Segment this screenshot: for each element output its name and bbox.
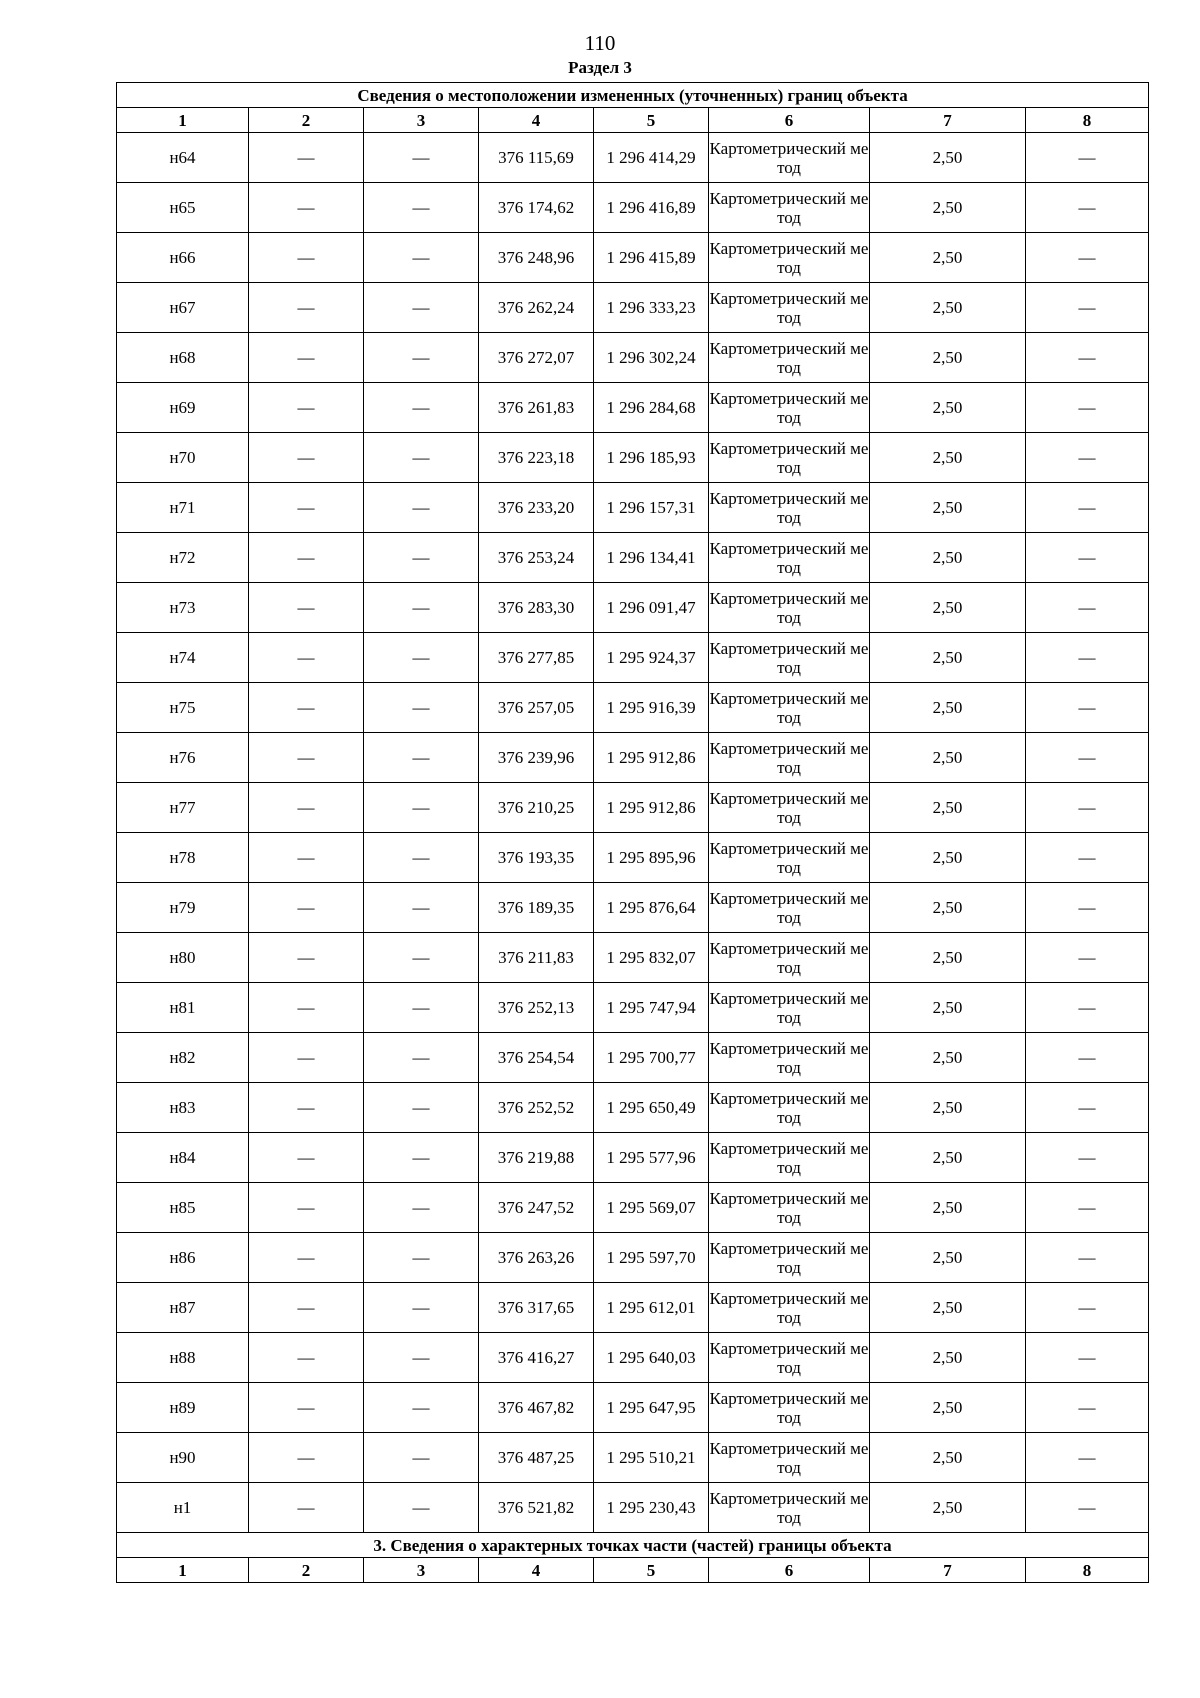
method-cell: Картометрический метод <box>709 1283 870 1333</box>
point-name-cell: н67 <box>117 283 249 333</box>
x-coordinate-cell: 376 252,52 <box>479 1083 594 1133</box>
table-title-row <box>117 83 1149 108</box>
method-cell: Картометрический метод <box>709 1133 870 1183</box>
empty-dash-cell: — <box>364 983 479 1033</box>
accuracy-cell: 2,50 <box>870 983 1026 1033</box>
x-coordinate-cell: 376 248,96 <box>479 233 594 283</box>
empty-dash-cell: — <box>364 933 479 983</box>
empty-dash-cell: — <box>249 883 364 933</box>
table-row <box>117 633 1149 683</box>
empty-dash-cell: — <box>364 233 479 283</box>
y-coordinate-cell: 1 296 134,41 <box>594 533 709 583</box>
empty-dash-cell: — <box>364 1083 479 1133</box>
method-cell: Картометрический метод <box>709 733 870 783</box>
x-coordinate-cell: 376 467,82 <box>479 1383 594 1433</box>
empty-dash-cell: — <box>249 183 364 233</box>
empty-dash-cell: — <box>364 1383 479 1433</box>
empty-dash-cell: — <box>1026 533 1149 583</box>
x-coordinate-cell: 376 211,83 <box>479 933 594 983</box>
accuracy-cell: 2,50 <box>870 1183 1026 1233</box>
column-header: 5 <box>594 1558 709 1583</box>
empty-dash-cell: — <box>1026 433 1149 483</box>
x-coordinate-cell: 376 283,30 <box>479 583 594 633</box>
x-coordinate-cell: 376 416,27 <box>479 1333 594 1383</box>
table-row <box>117 383 1149 433</box>
point-name-cell: н83 <box>117 1083 249 1133</box>
accuracy-cell: 2,50 <box>870 483 1026 533</box>
empty-dash-cell: — <box>1026 1333 1149 1383</box>
y-coordinate-cell: 1 295 569,07 <box>594 1183 709 1233</box>
empty-dash-cell: — <box>1026 883 1149 933</box>
empty-dash-cell: — <box>1026 1433 1149 1483</box>
accuracy-cell: 2,50 <box>870 933 1026 983</box>
x-coordinate-cell: 376 223,18 <box>479 433 594 483</box>
y-coordinate-cell: 1 295 230,43 <box>594 1483 709 1533</box>
empty-dash-cell: — <box>1026 1183 1149 1233</box>
accuracy-cell: 2,50 <box>870 833 1026 883</box>
accuracy-cell: 2,50 <box>870 533 1026 583</box>
empty-dash-cell: — <box>1026 983 1149 1033</box>
y-coordinate-cell: 1 295 597,70 <box>594 1233 709 1283</box>
empty-dash-cell: — <box>364 133 479 183</box>
point-name-cell: н69 <box>117 383 249 433</box>
table-row <box>117 333 1149 383</box>
column-header: 4 <box>479 1558 594 1583</box>
table-row <box>117 1433 1149 1483</box>
empty-dash-cell: — <box>249 483 364 533</box>
column-header: 2 <box>249 1558 364 1583</box>
empty-dash-cell: — <box>249 783 364 833</box>
method-cell: Картометрический метод <box>709 183 870 233</box>
column-header: 1 <box>117 108 249 133</box>
column-header: 2 <box>249 108 364 133</box>
method-cell: Картометрический метод <box>709 1483 870 1533</box>
y-coordinate-cell: 1 296 284,68 <box>594 383 709 433</box>
empty-dash-cell: — <box>364 483 479 533</box>
column-header: 6 <box>709 1558 870 1583</box>
method-cell: Картометрический метод <box>709 233 870 283</box>
table-row <box>117 1133 1149 1183</box>
method-cell: Картометрический метод <box>709 133 870 183</box>
empty-dash-cell: — <box>1026 833 1149 883</box>
empty-dash-cell: — <box>364 883 479 933</box>
method-cell: Картометрический метод <box>709 483 870 533</box>
boundary-coordinates-table <box>116 82 1149 1583</box>
empty-dash-cell: — <box>364 683 479 733</box>
y-coordinate-cell: 1 295 924,37 <box>594 633 709 683</box>
table-row <box>117 233 1149 283</box>
empty-dash-cell: — <box>249 383 364 433</box>
point-name-cell: н81 <box>117 983 249 1033</box>
empty-dash-cell: — <box>364 583 479 633</box>
method-cell: Картометрический метод <box>709 1183 870 1233</box>
y-coordinate-cell: 1 295 640,03 <box>594 1333 709 1383</box>
table-row <box>117 783 1149 833</box>
empty-dash-cell: — <box>1026 233 1149 283</box>
x-coordinate-cell: 376 210,25 <box>479 783 594 833</box>
y-coordinate-cell: 1 295 895,96 <box>594 833 709 883</box>
x-coordinate-cell: 376 189,35 <box>479 883 594 933</box>
empty-dash-cell: — <box>249 1233 364 1283</box>
accuracy-cell: 2,50 <box>870 1033 1026 1083</box>
y-coordinate-cell: 1 295 612,01 <box>594 1283 709 1333</box>
method-cell: Картометрический метод <box>709 533 870 583</box>
empty-dash-cell: — <box>249 283 364 333</box>
empty-dash-cell: — <box>364 1333 479 1383</box>
y-coordinate-cell: 1 296 091,47 <box>594 583 709 633</box>
table-row <box>117 1033 1149 1083</box>
empty-dash-cell: — <box>249 1183 364 1233</box>
accuracy-cell: 2,50 <box>870 683 1026 733</box>
empty-dash-cell: — <box>364 833 479 883</box>
method-cell: Картометрический метод <box>709 683 870 733</box>
empty-dash-cell: — <box>1026 383 1149 433</box>
y-coordinate-cell: 1 296 185,93 <box>594 433 709 483</box>
x-coordinate-cell: 376 521,82 <box>479 1483 594 1533</box>
accuracy-cell: 2,50 <box>870 1333 1026 1383</box>
empty-dash-cell: — <box>1026 283 1149 333</box>
empty-dash-cell: — <box>1026 933 1149 983</box>
accuracy-cell: 2,50 <box>870 733 1026 783</box>
empty-dash-cell: — <box>364 633 479 683</box>
point-name-cell: н75 <box>117 683 249 733</box>
x-coordinate-cell: 376 233,20 <box>479 483 594 533</box>
column-number-row <box>117 108 1149 133</box>
empty-dash-cell: — <box>1026 1133 1149 1183</box>
table-row <box>117 133 1149 183</box>
empty-dash-cell: — <box>249 1083 364 1133</box>
method-cell: Картометрический метод <box>709 833 870 883</box>
column-header: 3 <box>364 1558 479 1583</box>
x-coordinate-cell: 376 262,24 <box>479 283 594 333</box>
point-name-cell: н88 <box>117 1333 249 1383</box>
empty-dash-cell: — <box>364 1483 479 1533</box>
column-header: 3 <box>364 108 479 133</box>
table-row <box>117 283 1149 333</box>
x-coordinate-cell: 376 253,24 <box>479 533 594 583</box>
empty-dash-cell: — <box>249 133 364 183</box>
empty-dash-cell: — <box>1026 483 1149 533</box>
empty-dash-cell: — <box>1026 183 1149 233</box>
method-cell: Картометрический метод <box>709 1233 870 1283</box>
accuracy-cell: 2,50 <box>870 433 1026 483</box>
point-name-cell: н74 <box>117 633 249 683</box>
method-cell: Картометрический метод <box>709 933 870 983</box>
table-title: Сведения о местоположении измененных (уточненных) границ объекта <box>117 83 1149 108</box>
point-name-cell: н80 <box>117 933 249 983</box>
accuracy-cell: 2,50 <box>870 1483 1026 1533</box>
accuracy-cell: 2,50 <box>870 333 1026 383</box>
empty-dash-cell: — <box>249 1383 364 1433</box>
column-header: 7 <box>870 108 1026 133</box>
column-header: 8 <box>1026 1558 1149 1583</box>
table-row <box>117 1233 1149 1283</box>
x-coordinate-cell: 376 487,25 <box>479 1433 594 1483</box>
x-coordinate-cell: 376 247,52 <box>479 1183 594 1233</box>
y-coordinate-cell: 1 295 747,94 <box>594 983 709 1033</box>
empty-dash-cell: — <box>1026 1383 1149 1433</box>
point-name-cell: н76 <box>117 733 249 783</box>
y-coordinate-cell: 1 296 333,23 <box>594 283 709 333</box>
method-cell: Картометрический метод <box>709 883 870 933</box>
point-name-cell: н89 <box>117 1383 249 1433</box>
y-coordinate-cell: 1 296 414,29 <box>594 133 709 183</box>
table-row <box>117 433 1149 483</box>
point-name-cell: н1 <box>117 1483 249 1533</box>
table-row <box>117 833 1149 883</box>
part-column-number-row <box>117 1558 1149 1583</box>
accuracy-cell: 2,50 <box>870 633 1026 683</box>
y-coordinate-cell: 1 296 415,89 <box>594 233 709 283</box>
empty-dash-cell: — <box>364 283 479 333</box>
column-header: 4 <box>479 108 594 133</box>
x-coordinate-cell: 376 252,13 <box>479 983 594 1033</box>
method-cell: Картометрический метод <box>709 1383 870 1433</box>
empty-dash-cell: — <box>249 933 364 983</box>
empty-dash-cell: — <box>249 1133 364 1183</box>
empty-dash-cell: — <box>364 333 479 383</box>
column-header: 1 <box>117 1558 249 1583</box>
table-row <box>117 483 1149 533</box>
x-coordinate-cell: 376 272,07 <box>479 333 594 383</box>
point-name-cell: н84 <box>117 1133 249 1183</box>
x-coordinate-cell: 376 193,35 <box>479 833 594 883</box>
point-name-cell: н64 <box>117 133 249 183</box>
column-header: 7 <box>870 1558 1026 1583</box>
empty-dash-cell: — <box>364 733 479 783</box>
empty-dash-cell: — <box>1026 633 1149 683</box>
empty-dash-cell: — <box>249 583 364 633</box>
method-cell: Картометрический метод <box>709 1083 870 1133</box>
y-coordinate-cell: 1 295 912,86 <box>594 733 709 783</box>
empty-dash-cell: — <box>249 1333 364 1383</box>
section-title: Раздел 3 <box>568 58 632 77</box>
point-name-cell: н87 <box>117 1283 249 1333</box>
x-coordinate-cell: 376 277,85 <box>479 633 594 683</box>
point-name-cell: н70 <box>117 433 249 483</box>
accuracy-cell: 2,50 <box>870 1233 1026 1283</box>
page-number: 110 <box>584 31 616 55</box>
empty-dash-cell: — <box>249 233 364 283</box>
empty-dash-cell: — <box>364 433 479 483</box>
x-coordinate-cell: 376 317,65 <box>479 1283 594 1333</box>
table-row <box>117 683 1149 733</box>
table-row <box>117 733 1149 783</box>
empty-dash-cell: — <box>1026 783 1149 833</box>
empty-dash-cell: — <box>1026 333 1149 383</box>
method-cell: Картометрический метод <box>709 333 870 383</box>
empty-dash-cell: — <box>364 1283 479 1333</box>
accuracy-cell: 2,50 <box>870 1283 1026 1333</box>
table-row <box>117 883 1149 933</box>
x-coordinate-cell: 376 257,05 <box>479 683 594 733</box>
point-name-cell: н73 <box>117 583 249 633</box>
accuracy-cell: 2,50 <box>870 583 1026 633</box>
y-coordinate-cell: 1 295 700,77 <box>594 1033 709 1083</box>
y-coordinate-cell: 1 296 157,31 <box>594 483 709 533</box>
method-cell: Картометрический метод <box>709 433 870 483</box>
y-coordinate-cell: 1 295 912,86 <box>594 783 709 833</box>
method-cell: Картометрический метод <box>709 1333 870 1383</box>
table-row <box>117 1283 1149 1333</box>
method-cell: Картометрический метод <box>709 283 870 333</box>
empty-dash-cell: — <box>1026 1233 1149 1283</box>
y-coordinate-cell: 1 295 916,39 <box>594 683 709 733</box>
part-section-title: 3. Сведения о характерных точках части (частей) границы объекта <box>117 1533 1149 1558</box>
empty-dash-cell: — <box>249 333 364 383</box>
accuracy-cell: 2,50 <box>870 283 1026 333</box>
column-header: 6 <box>709 108 870 133</box>
point-name-cell: н71 <box>117 483 249 533</box>
table-row <box>117 183 1149 233</box>
empty-dash-cell: — <box>1026 1033 1149 1083</box>
empty-dash-cell: — <box>249 1033 364 1083</box>
empty-dash-cell: — <box>249 433 364 483</box>
accuracy-cell: 2,50 <box>870 1383 1026 1433</box>
table-row <box>117 583 1149 633</box>
accuracy-cell: 2,50 <box>870 1133 1026 1183</box>
empty-dash-cell: — <box>249 533 364 583</box>
y-coordinate-cell: 1 295 876,64 <box>594 883 709 933</box>
empty-dash-cell: — <box>364 1233 479 1283</box>
point-name-cell: н77 <box>117 783 249 833</box>
point-name-cell: н78 <box>117 833 249 883</box>
y-coordinate-cell: 1 295 832,07 <box>594 933 709 983</box>
y-coordinate-cell: 1 295 510,21 <box>594 1433 709 1483</box>
empty-dash-cell: — <box>1026 583 1149 633</box>
empty-dash-cell: — <box>249 983 364 1033</box>
empty-dash-cell: — <box>364 1133 479 1183</box>
point-name-cell: н90 <box>117 1433 249 1483</box>
column-header: 8 <box>1026 108 1149 133</box>
empty-dash-cell: — <box>364 783 479 833</box>
empty-dash-cell: — <box>249 683 364 733</box>
y-coordinate-cell: 1 296 416,89 <box>594 183 709 233</box>
point-name-cell: н86 <box>117 1233 249 1283</box>
empty-dash-cell: — <box>364 1433 479 1483</box>
empty-dash-cell: — <box>1026 1483 1149 1533</box>
table-row <box>117 1183 1149 1233</box>
y-coordinate-cell: 1 295 650,49 <box>594 1083 709 1133</box>
method-cell: Картометрический метод <box>709 633 870 683</box>
accuracy-cell: 2,50 <box>870 383 1026 433</box>
y-coordinate-cell: 1 295 647,95 <box>594 1383 709 1433</box>
x-coordinate-cell: 376 239,96 <box>479 733 594 783</box>
table-row <box>117 933 1149 983</box>
empty-dash-cell: — <box>1026 1283 1149 1333</box>
empty-dash-cell: — <box>364 1033 479 1083</box>
empty-dash-cell: — <box>249 633 364 683</box>
table-row <box>117 1333 1149 1383</box>
method-cell: Картометрический метод <box>709 583 870 633</box>
empty-dash-cell: — <box>364 1183 479 1233</box>
part-section <box>117 1533 1149 1583</box>
method-cell: Картометрический метод <box>709 1033 870 1083</box>
x-coordinate-cell: 376 261,83 <box>479 383 594 433</box>
empty-dash-cell: — <box>1026 683 1149 733</box>
method-cell: Картометрический метод <box>709 383 870 433</box>
empty-dash-cell: — <box>1026 133 1149 183</box>
y-coordinate-cell: 1 295 577,96 <box>594 1133 709 1183</box>
point-name-cell: н65 <box>117 183 249 233</box>
empty-dash-cell: — <box>364 183 479 233</box>
x-coordinate-cell: 376 115,69 <box>479 133 594 183</box>
accuracy-cell: 2,50 <box>870 883 1026 933</box>
y-coordinate-cell: 1 296 302,24 <box>594 333 709 383</box>
point-name-cell: н72 <box>117 533 249 583</box>
method-cell: Картометрический метод <box>709 983 870 1033</box>
accuracy-cell: 2,50 <box>870 183 1026 233</box>
accuracy-cell: 2,50 <box>870 783 1026 833</box>
x-coordinate-cell: 376 174,62 <box>479 183 594 233</box>
empty-dash-cell: — <box>249 1433 364 1483</box>
point-name-cell: н68 <box>117 333 249 383</box>
empty-dash-cell: — <box>1026 1083 1149 1133</box>
accuracy-cell: 2,50 <box>870 1433 1026 1483</box>
part-section-title-row <box>117 1533 1149 1558</box>
table-row <box>117 1083 1149 1133</box>
point-name-cell: н85 <box>117 1183 249 1233</box>
empty-dash-cell: — <box>249 1283 364 1333</box>
point-name-cell: н66 <box>117 233 249 283</box>
x-coordinate-cell: 376 254,54 <box>479 1033 594 1083</box>
x-coordinate-cell: 376 263,26 <box>479 1233 594 1283</box>
empty-dash-cell: — <box>249 833 364 883</box>
table-row <box>117 533 1149 583</box>
table-body <box>117 83 1149 1533</box>
x-coordinate-cell: 376 219,88 <box>479 1133 594 1183</box>
empty-dash-cell: — <box>364 533 479 583</box>
point-name-cell: н82 <box>117 1033 249 1083</box>
method-cell: Картометрический метод <box>709 1433 870 1483</box>
column-header: 5 <box>594 108 709 133</box>
accuracy-cell: 2,50 <box>870 133 1026 183</box>
empty-dash-cell: — <box>249 733 364 783</box>
empty-dash-cell: — <box>1026 733 1149 783</box>
point-name-cell: н79 <box>117 883 249 933</box>
empty-dash-cell: — <box>249 1483 364 1533</box>
table-row <box>117 983 1149 1033</box>
method-cell: Картометрический метод <box>709 783 870 833</box>
table-row <box>117 1383 1149 1433</box>
accuracy-cell: 2,50 <box>870 233 1026 283</box>
table-row <box>117 1483 1149 1533</box>
accuracy-cell: 2,50 <box>870 1083 1026 1133</box>
empty-dash-cell: — <box>364 383 479 433</box>
